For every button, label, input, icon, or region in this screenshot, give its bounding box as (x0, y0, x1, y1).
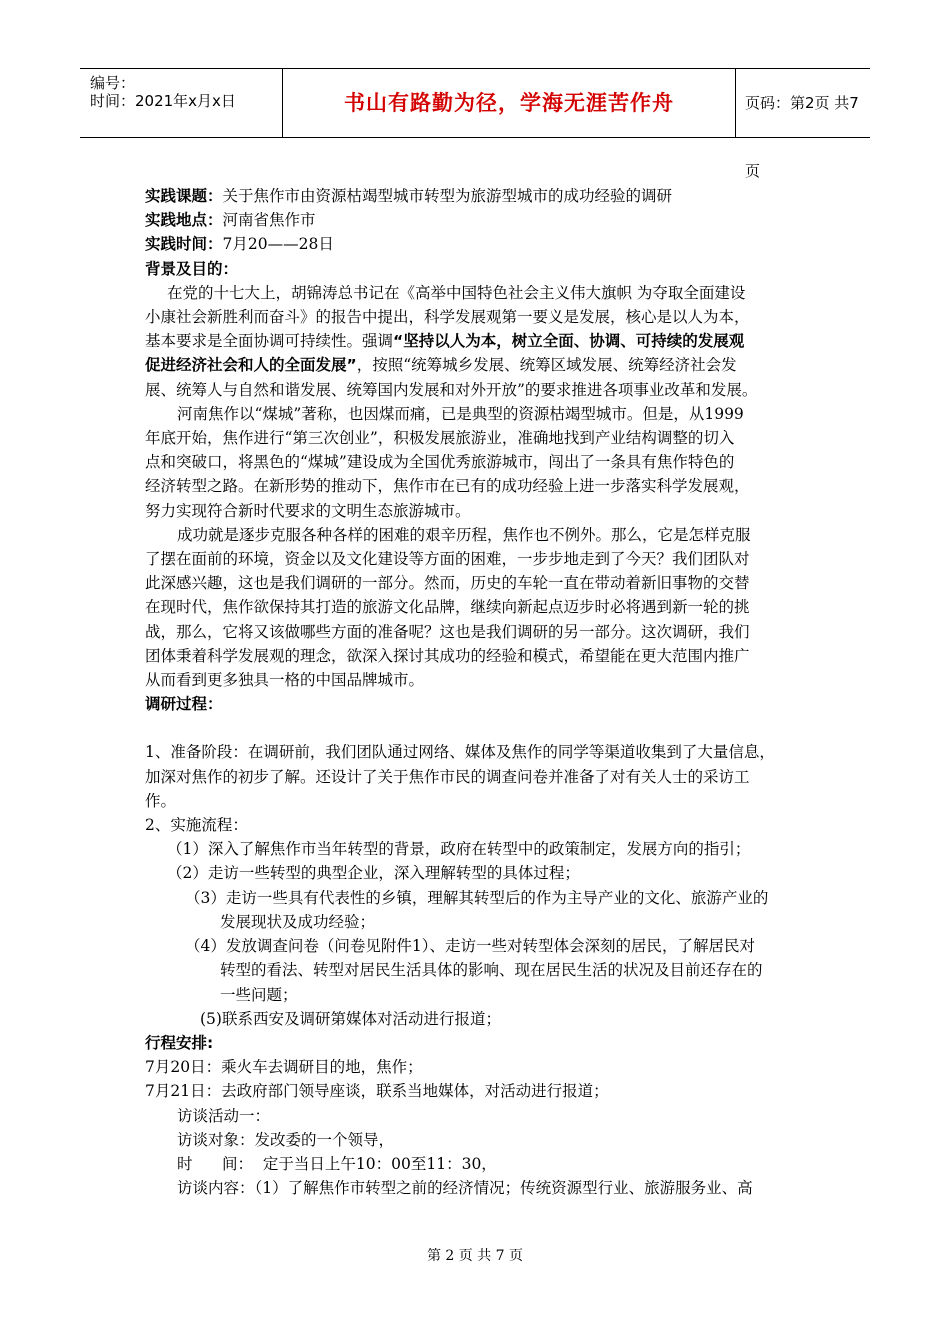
paragraph-line: 从而看到更多独具一格的中国品牌城市。 (145, 671, 425, 690)
schedule-day: 7月21日：去政府部门领导座谈，联系当地媒体，对活动进行报道； (145, 1082, 609, 1101)
paragraph-line: 战，那么，它将又该做哪些方面的准备呢？这也是我们调研的另一部分。这次调研，我们 (145, 622, 750, 641)
paragraph-line: 此深感兴趣，这也是我们调研的一部分。然而，历史的车轮一直在带动着新旧事物的交替 (145, 574, 750, 593)
paragraph-line: 了摆在面前的环境，资金以及文化建设等方面的困难，一步步地走到了今天？我们团队对 (145, 550, 750, 569)
paragraph-line: 在党的十七大上，胡锦涛总书记在《高举中国特色社会主义伟大旗帜 为夺取全面建设 (167, 283, 746, 302)
topic-label: 实践课题： (145, 187, 223, 205)
topic-line (145, 184, 825, 208)
document-body (145, 184, 825, 1200)
step-line: 2、实施流程： (145, 816, 248, 835)
paragraph-line (145, 329, 825, 353)
emphasis-text: “坚持以人为本，树立全面、协调、可持续的发展观 (393, 332, 745, 351)
header-left-cell (80, 69, 282, 137)
list-item: （3）走访一些具有代表性的乡镇，理解其转型后的作为主导产业的文化、旅游产业的 (185, 888, 769, 907)
header-time-label: 时间：2021年x月x日 (90, 92, 236, 110)
page-header-table (80, 68, 870, 180)
place-line (145, 208, 825, 232)
list-item: （4）发放调查问卷（问卷见附件1）、走访一些对转型体会深刻的居民，了解居民对 (185, 937, 755, 956)
paragraph-line: 成功就是逐步克服各种各样的困难的艰辛历程，焦作也不例外。那么，它是怎样克服 (177, 525, 751, 544)
header-center-cell (282, 69, 736, 137)
time-line (145, 232, 825, 256)
activity-line: 时 间： 定于当日上午10：00至11：30， (177, 1154, 497, 1173)
paragraph-line: 点和突破口，将黑色的“煤城”建设成为全国优秀旅游城市，闯出了一条具有焦作特色的 (145, 453, 735, 472)
paragraph-text: ，按照“统筹城乡发展、统筹区域发展、统筹经济社会发 (356, 356, 737, 375)
time-value: 7月20——28日 (222, 235, 334, 254)
header-slogan: 书山有路勤为径，学海无涯苦作舟 (344, 91, 674, 115)
step-line: 作。 (145, 791, 177, 810)
background-heading: 背景及目的： (145, 259, 239, 278)
blank-line (145, 716, 825, 740)
step-line: 1、准备阶段：在调研前，我们团队通过网络、媒体及焦作的同学等渠道收集到了大量信息， (145, 743, 775, 762)
step-line: 加深对焦作的初步了解。还设计了关于焦作市民的调查问卷并准备了对有关人士的采访工 (145, 767, 750, 786)
header-right-cell (735, 69, 870, 180)
emphasis-text: 促进经济社会和人的全面发展” (145, 356, 357, 375)
paragraph-text: 基本要求是全面协调可持续性。强调 (145, 332, 394, 351)
list-item: （2）走访一些转型的典型企业，深入理解转型的具体过程； (167, 864, 580, 883)
schedule-day: 7月20日：乘火车去调研目的地，焦作； (145, 1058, 423, 1077)
paragraph-line: 年底开始，焦作进行“第三次创业”，积极发展旅游业，准确地找到产业结构调整的切入 (145, 429, 735, 448)
paragraph-line: 河南焦作以“煤城”著称，也因煤而痛，已是典型的资源枯竭型城市。但是，从1999 (177, 404, 744, 423)
activity-line: 访谈活动一： (177, 1106, 271, 1125)
list-item: （1）深入了解焦作市当年转型的背景，政府在转型中的政策制定，发展方向的指引； (167, 840, 751, 859)
activity-line: 访谈内容：（1）了解焦作市转型之前的经济情况；传统资源型行业、旅游服务业、高 (177, 1179, 753, 1198)
paragraph-line: 经济转型之路。在新形势的推动下，焦作市在已有的成功经验上进一步落实科学发展观， (145, 477, 750, 496)
list-item-continuation: 一些问题； (220, 985, 298, 1004)
activity-line: 访谈对象：发改委的一个领导， (177, 1130, 395, 1149)
paragraph-line: 小康社会新胜利而奋斗》的报告中提出，科学发展观第一要义是发展，核心是以人为本， (145, 308, 750, 327)
schedule-heading: 行程安排: (145, 1033, 214, 1052)
list-item-continuation: 转型的看法、转型对居民生活具体的影响、现在居民生活的状况及目前还存在的 (220, 961, 763, 980)
list-item: (5)联系西安及调研第媒体对活动进行报道； (200, 1009, 501, 1028)
paragraph-line: 展、统筹人与自然和谐发展、统筹国内发展和对外开放”的要求推进各项事业改革和发展。 (145, 380, 758, 399)
process-heading: 调研过程： (145, 695, 223, 714)
page-footer: 第 2 页 共 7 页 (426, 1248, 524, 1264)
paragraph-line: 努力实现符合新时代要求的文明生态旅游城市。 (145, 501, 471, 520)
list-item-continuation: 发展现状及成功经验； (220, 912, 376, 931)
paragraph-line (145, 353, 825, 377)
header-page-label: 页码：第2页 共7页 (745, 94, 859, 180)
paragraph-line: 在现时代，焦作欲保持其打造的旅游文化品牌，继续向新起点迈步时必将遇到新一轮的挑 (145, 598, 750, 617)
topic-value: 关于焦作市由资源枯竭型城市转型为旅游型城市的成功经验的调研 (222, 187, 673, 205)
place-label: 实践地点： (145, 211, 223, 230)
time-label: 实践时间： (145, 235, 223, 254)
place-value: 河南省焦作市 (222, 211, 316, 230)
paragraph-line: 团体秉着科学发展观的理念，欲深入探讨其成功的经验和模式，希望能在更大范围内推广 (145, 646, 750, 665)
header-number-label: 编号： (90, 74, 136, 92)
